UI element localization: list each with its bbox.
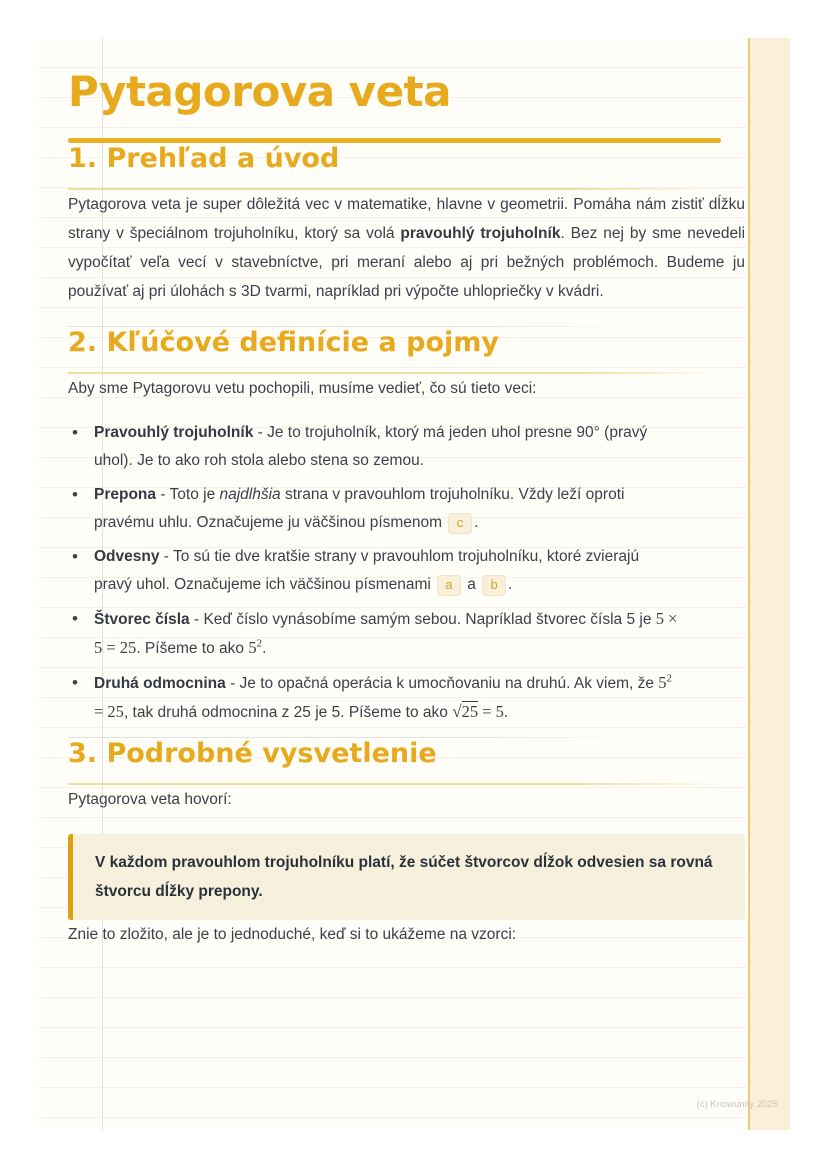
section-1-paragraph: [68, 190, 745, 306]
list-item-text: [94, 605, 679, 663]
bold-run: pravouhlý trojuholník: [400, 225, 561, 242]
list-item: [72, 481, 745, 537]
term-bold: Odvesny: [94, 548, 160, 565]
text-run: a: [462, 576, 481, 593]
inline-code-badge: b: [482, 575, 506, 596]
page-title: Pytagorova veta: [68, 67, 451, 116]
section-1-heading: 1. Prehľad a úvod: [68, 143, 340, 174]
text-run: -: [159, 548, 173, 565]
list-item: [72, 669, 745, 727]
list-item: [72, 543, 745, 599]
math-exponent: 2: [666, 672, 673, 685]
math-expression: 5 × 5 = 25: [94, 609, 678, 657]
text-run: Keď číslo vynásobíme samým sebou. Napríklad štvorec čísla 5 je: [203, 611, 656, 628]
term-bold: Prepona: [94, 486, 157, 503]
radicand: 25: [461, 702, 479, 721]
page-edge-stripe: [748, 38, 790, 1130]
math-power-expression: [248, 638, 262, 657]
text-run: .: [474, 514, 479, 531]
copyright-watermark: (c) Knowunity 2025: [696, 1099, 778, 1110]
math-equals: = 5: [478, 702, 504, 721]
document-content: [68, 38, 745, 949]
text-run: -: [189, 611, 204, 628]
text-run: strana v pravouhlom trojuholníku. Vždy leží oproti pravému uhlu. Označujeme ju väčšinou písmenom: [94, 486, 625, 531]
section-2-intro: Aby sme Pytagorovu vetu pochopili, musíme vedieť, čo sú tieto veci:: [68, 380, 537, 397]
text-run: Pytagorova veta je super dôležitá vec v matematike, hlavne v geometrii. Pomáha nám zistiť dĺžku strany v špeciálnom trojuholníku, ktorý sa volá: [68, 196, 745, 242]
text-run: .: [503, 704, 509, 721]
radical-icon: √: [452, 702, 462, 721]
text-run: . Píšeme to ako: [136, 640, 249, 657]
bullet-dot-icon: •: [72, 609, 78, 628]
inline-code-badge: c: [448, 513, 472, 534]
bullet-dot-icon: •: [72, 485, 78, 504]
text-run: To sú tie dve kratšie strany v pravouhlom trojuholníku, ktoré zvierajú pravý uhol. Označujeme ich väčšinou písmenami: [94, 548, 640, 593]
bullet-dot-icon: •: [72, 547, 78, 566]
key-statement-callout: [68, 834, 745, 920]
text-run: .: [508, 576, 513, 593]
math-base: 5: [658, 673, 667, 692]
section-2-heading: 2. Kľúčové definície a pojmy: [68, 327, 499, 358]
closing-paragraph: Znie to zložito, ale je to jednoduché, keď si to ukážeme na vzorci:: [68, 926, 517, 943]
text-run: .: [262, 640, 267, 657]
definitions-list: [68, 419, 745, 727]
list-item-text: [94, 481, 679, 537]
term-bold: Štvorec čísla: [94, 611, 190, 628]
text-run: -: [253, 424, 268, 441]
math-exponent: 2: [256, 637, 263, 650]
list-item-text: [94, 543, 679, 599]
list-item: [72, 605, 745, 663]
section-3-heading: 3. Podrobné vysvetlenie: [68, 738, 437, 769]
text-run: , tak druhá odmocnina z 25 je 5. Píšeme to ako: [123, 704, 453, 721]
list-item: [72, 419, 745, 475]
text-run: . Bez nej by sme nevedeli vypočítať veľa vecí v stavebníctve, pri meraní alebo aj pri bežných problémoch. Budeme ju používať aj pri úlohách s 3D tvarmi, napríklad pri výpočte uhlopriečky v kvádri.: [68, 225, 746, 300]
bullet-dot-icon: •: [72, 423, 78, 442]
sqrt-expression: [452, 701, 504, 721]
italic-run: najdlhšia: [219, 486, 281, 503]
list-item-text: [94, 669, 679, 727]
math-base: 5: [248, 638, 257, 657]
text-run: Je to opačná operácia k umocňovaniu na druhú. Ak viem, že: [239, 675, 659, 692]
text-run: -: [156, 486, 170, 503]
key-statement-text: V každom pravouhlom trojuholníku platí, že súčet štvorcov dĺžok odvesien sa rovná štvorcu dĺžky prepony.: [95, 854, 713, 900]
section-3-intro: Pytagorova veta hovorí:: [68, 791, 232, 808]
inline-code-badge: a: [437, 575, 461, 596]
list-item-text: [94, 419, 679, 475]
bullet-dot-icon: •: [72, 673, 78, 692]
term-bold: Pravouhlý trojuholník: [94, 424, 254, 441]
text-run: Je to trojuholník, ktorý má jeden uhol presne 90° (pravý uhol). Je to ako roh stola alebo stena so zemou.: [94, 424, 648, 469]
text-run: Toto je: [169, 486, 220, 503]
term-bold: Druhá odmocnina: [94, 675, 226, 692]
document-card: [38, 38, 790, 1130]
math-equals: = 25: [94, 702, 124, 721]
text-run: -: [225, 675, 240, 692]
